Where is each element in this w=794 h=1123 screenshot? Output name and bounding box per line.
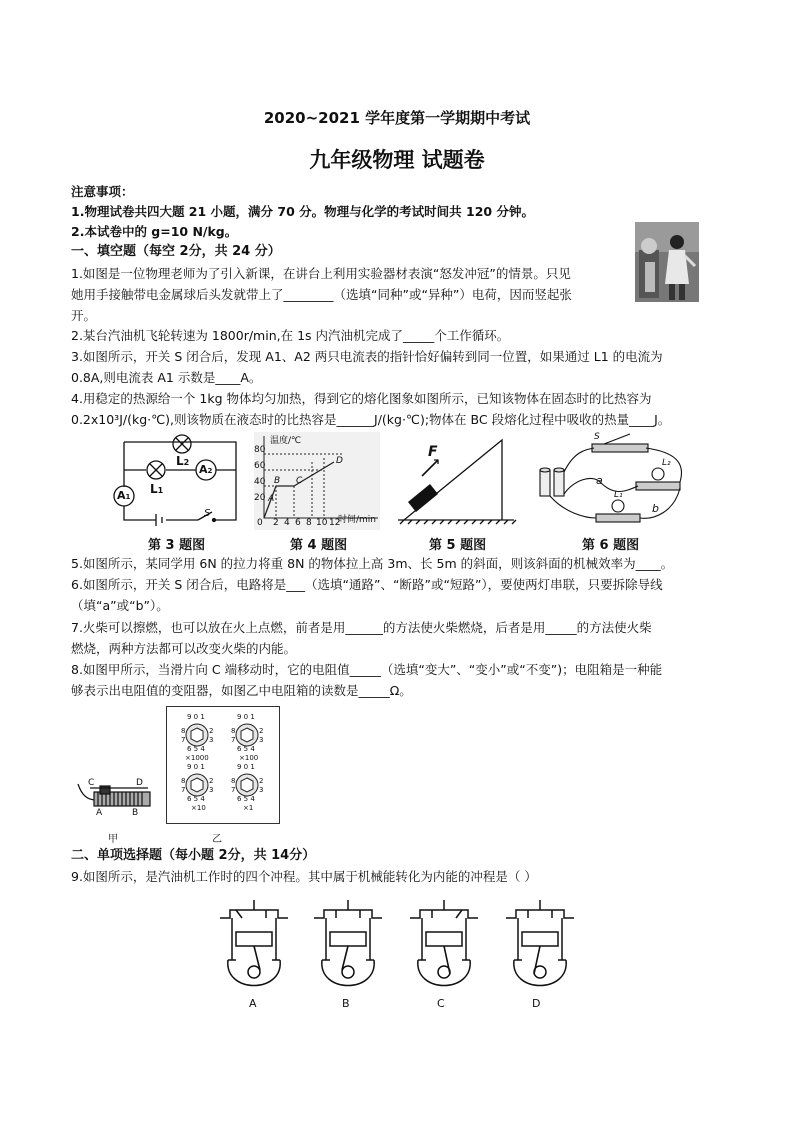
fig4-xtick-4: 4 bbox=[284, 518, 290, 528]
dial-4-mid-right: 2 bbox=[259, 777, 264, 785]
fig4-xtick-2: 2 bbox=[273, 518, 279, 528]
fig8-jia-caption: 甲 bbox=[108, 834, 118, 845]
fig4-xtick-10: 10 bbox=[316, 518, 328, 528]
fig4-ytick-60: 60 bbox=[254, 461, 266, 471]
fig8-terminal-c: C bbox=[88, 778, 95, 788]
fig4-ytick-0: 0 bbox=[257, 518, 263, 528]
q7-line1: 7.火柴可以擦燃，也可以放在火上点燃，前者是用______的方法使火柴燃烧，后者是用_____的方法使火柴 bbox=[71, 620, 652, 635]
dial-2-bottom: 6 5 4 bbox=[237, 745, 255, 753]
fig3-a2-label: A bbox=[199, 463, 208, 476]
q1-line1: 1.如图是一位物理老师为了引入新课，在讲台上利用实验器材表演“怒发冲冠”的情景。只见 bbox=[71, 266, 571, 281]
fig5-force-label: F bbox=[428, 444, 438, 460]
dial-2-multiplier: ×100 bbox=[239, 754, 259, 762]
dial-4-low-left: 7 bbox=[231, 786, 236, 794]
q3-line1: 3.如图所示，开关 S 闭合后，发现 A1、A2 两只电流表的指针恰好偏转到同一位置，如果通过 L1 的电流为 bbox=[71, 349, 663, 364]
notes-item-2: 2.本试卷中的 g=10 N/kg。 bbox=[71, 224, 238, 239]
dial-4-low-right: 3 bbox=[259, 786, 264, 794]
dial-3-low-left: 7 bbox=[181, 786, 186, 794]
fig6-wire-b: b bbox=[652, 502, 659, 515]
fig4-point-a: A bbox=[268, 494, 275, 504]
q9-engine-strokes bbox=[214, 888, 594, 992]
dial-2-low-left: 7 bbox=[231, 736, 236, 744]
dial-1-low-left: 7 bbox=[181, 736, 186, 744]
q4-line2: 0.2x10³J/(kg·℃),则该物质在液态时的比热容是______J/(kg·℃);物体在 BC 段熔化过程中吸收的热量____J。 bbox=[71, 412, 671, 427]
dial-3-mid-right: 2 bbox=[209, 777, 214, 785]
notes-heading: 注意事项： bbox=[71, 184, 134, 199]
q1-line3: 开。 bbox=[71, 308, 97, 323]
fig8-terminal-d: D bbox=[136, 778, 143, 788]
fig3-a1-label: A bbox=[117, 489, 126, 502]
fig8-terminal-b: B bbox=[132, 808, 139, 818]
q1-line2: 她用手接触带电金属球后头发就带上了________（选填“同种”或“异种”）电荷，因而竖起张 bbox=[71, 287, 572, 302]
fig3-switch-label: S bbox=[204, 508, 211, 519]
fig4-point-b: B bbox=[274, 476, 281, 486]
dial-3-mid-left: 8 bbox=[181, 777, 186, 785]
dial-1-bottom: 6 5 4 bbox=[187, 745, 205, 753]
fig3-l1-sub: 1 bbox=[157, 486, 164, 495]
dial-2-top: 9 0 1 bbox=[237, 713, 255, 721]
fig6-caption: 第 6 题图 bbox=[582, 538, 640, 553]
fig4-ylabel: 温度/℃ bbox=[270, 436, 302, 446]
q9-option-a: A bbox=[249, 997, 257, 1010]
fig3-l1-label: L bbox=[150, 482, 158, 496]
fig6-l2-label: L₂ bbox=[662, 458, 671, 468]
fig3-circuit bbox=[106, 432, 242, 528]
section2-heading: 二、单项选择题（每小题 2分，共 14分） bbox=[71, 848, 316, 863]
dial-1-top: 9 0 1 bbox=[187, 713, 205, 721]
q8-line2: 够表示出电阻值的变阻器，如图乙中电阻箱的读数是_____Ω。 bbox=[71, 683, 412, 698]
exam-subtitle: 九年级物理 试题卷 bbox=[309, 148, 485, 172]
fig3-a1-sub: 1 bbox=[125, 493, 131, 501]
fig4-xtick-6: 6 bbox=[295, 518, 301, 528]
exam-title: 2020~2021 学年度第一学期期中考试 bbox=[263, 109, 531, 127]
dial-4-top: 9 0 1 bbox=[237, 763, 255, 771]
fig4-graph bbox=[254, 432, 380, 530]
q6-line2: （填“a”或“b”）。 bbox=[71, 598, 169, 613]
fig3-l2-label: L bbox=[176, 454, 184, 468]
fig4-caption: 第 4 题图 bbox=[290, 538, 348, 553]
fig4-ytick-20: 20 bbox=[254, 493, 266, 503]
fig5-caption: 第 5 题图 bbox=[429, 538, 487, 553]
fig4-ytick-40: 40 bbox=[254, 477, 266, 487]
fig4-point-d: D bbox=[336, 456, 343, 466]
dial-1-multiplier: ×1000 bbox=[185, 754, 209, 762]
q2: 2.某台汽油机飞轮转速为 1800r/min,在 1s 内汽油机完成了_____个工作循环。 bbox=[71, 328, 510, 343]
fig4-point-c: C bbox=[296, 476, 303, 486]
dial-2-mid-right: 2 bbox=[259, 727, 264, 735]
dial-2-low-right: 3 bbox=[259, 736, 264, 744]
fig8-rheostat bbox=[76, 776, 156, 820]
fig8-yi-caption: 乙 bbox=[212, 834, 222, 845]
q5: 5.如图所示，某同学用 6N 的拉力将重 8N 的物体拉上高 3m、长 5m 的斜面，则该斜面的机械效率为____。 bbox=[71, 556, 674, 571]
dial-2-mid-left: 8 bbox=[231, 727, 236, 735]
dial-4-mid-left: 8 bbox=[231, 777, 236, 785]
q4-line1: 4.用稳定的热源给一个 1kg 物体均匀加热，得到它的熔化图象如图所示，已知该物体在固态时的比热容为 bbox=[71, 391, 652, 406]
dial-1-mid-right: 2 bbox=[209, 727, 214, 735]
fig4-xtick-8: 8 bbox=[306, 518, 312, 528]
dial-3-bottom: 6 5 4 bbox=[187, 795, 205, 803]
fig6-circuit bbox=[534, 432, 690, 528]
fig8-terminal-a: A bbox=[96, 808, 103, 818]
fig6-wire-a: a bbox=[596, 474, 603, 487]
section1-heading: 一、填空题（每空 2分，共 24 分） bbox=[71, 244, 281, 259]
fig5-incline bbox=[394, 432, 522, 530]
dial-3-low-right: 3 bbox=[209, 786, 214, 794]
fig6-l1-label: L₁ bbox=[614, 490, 623, 500]
fig3-a2-sub: 2 bbox=[207, 467, 213, 475]
fig4-xtick-12: 12 bbox=[329, 518, 341, 528]
dial-4-bottom: 6 5 4 bbox=[237, 795, 255, 803]
fig8-resistance-box bbox=[166, 706, 280, 824]
fig3-l2-sub: 2 bbox=[183, 458, 190, 467]
q8-line1: 8.如图甲所示，当滑片向 C 端移动时，它的电阻值_____（选填“变大”、“变小”或“不变”)；电阻箱是一种能 bbox=[71, 662, 663, 677]
fig4-ytick-80: 80 bbox=[254, 445, 266, 455]
q9-option-c: C bbox=[437, 997, 445, 1010]
q7-line2: 燃烧，两种方法都可以改变火柴的内能。 bbox=[71, 641, 297, 656]
dial-3-multiplier: ×10 bbox=[191, 804, 206, 812]
q9-option-b: B bbox=[342, 997, 350, 1010]
dial-3-top: 9 0 1 bbox=[187, 763, 205, 771]
q9-option-d: D bbox=[532, 997, 541, 1010]
fig6-switch-label: S bbox=[594, 432, 600, 442]
fig4-xlabel: 时间/min bbox=[338, 515, 377, 525]
q9: 9.如图所示，是汽油机工作时的四个冲程。其中属于机械能转化为内能的冲程是（ ） bbox=[71, 869, 537, 884]
dial-1-mid-left: 8 bbox=[181, 727, 186, 735]
q3-line2: 0.8A,则电流表 A1 示数是____A。 bbox=[71, 370, 262, 385]
q6-line1: 6.如图所示，开关 S 闭合后，电路将是___（选填“通路”、“断路”或“短路”），要使两灯串联，只要拆除导线 bbox=[71, 577, 663, 592]
dial-4-multiplier: ×1 bbox=[243, 804, 254, 812]
dial-1-low-right: 3 bbox=[209, 736, 214, 744]
fig3-caption: 第 3 题图 bbox=[148, 538, 206, 553]
notes-item-1: 1.物理试卷共四大题 21 小题，满分 70 分。物理与化学的考试时间共 120 分钟。 bbox=[71, 204, 534, 219]
teacher-photo bbox=[635, 222, 699, 302]
